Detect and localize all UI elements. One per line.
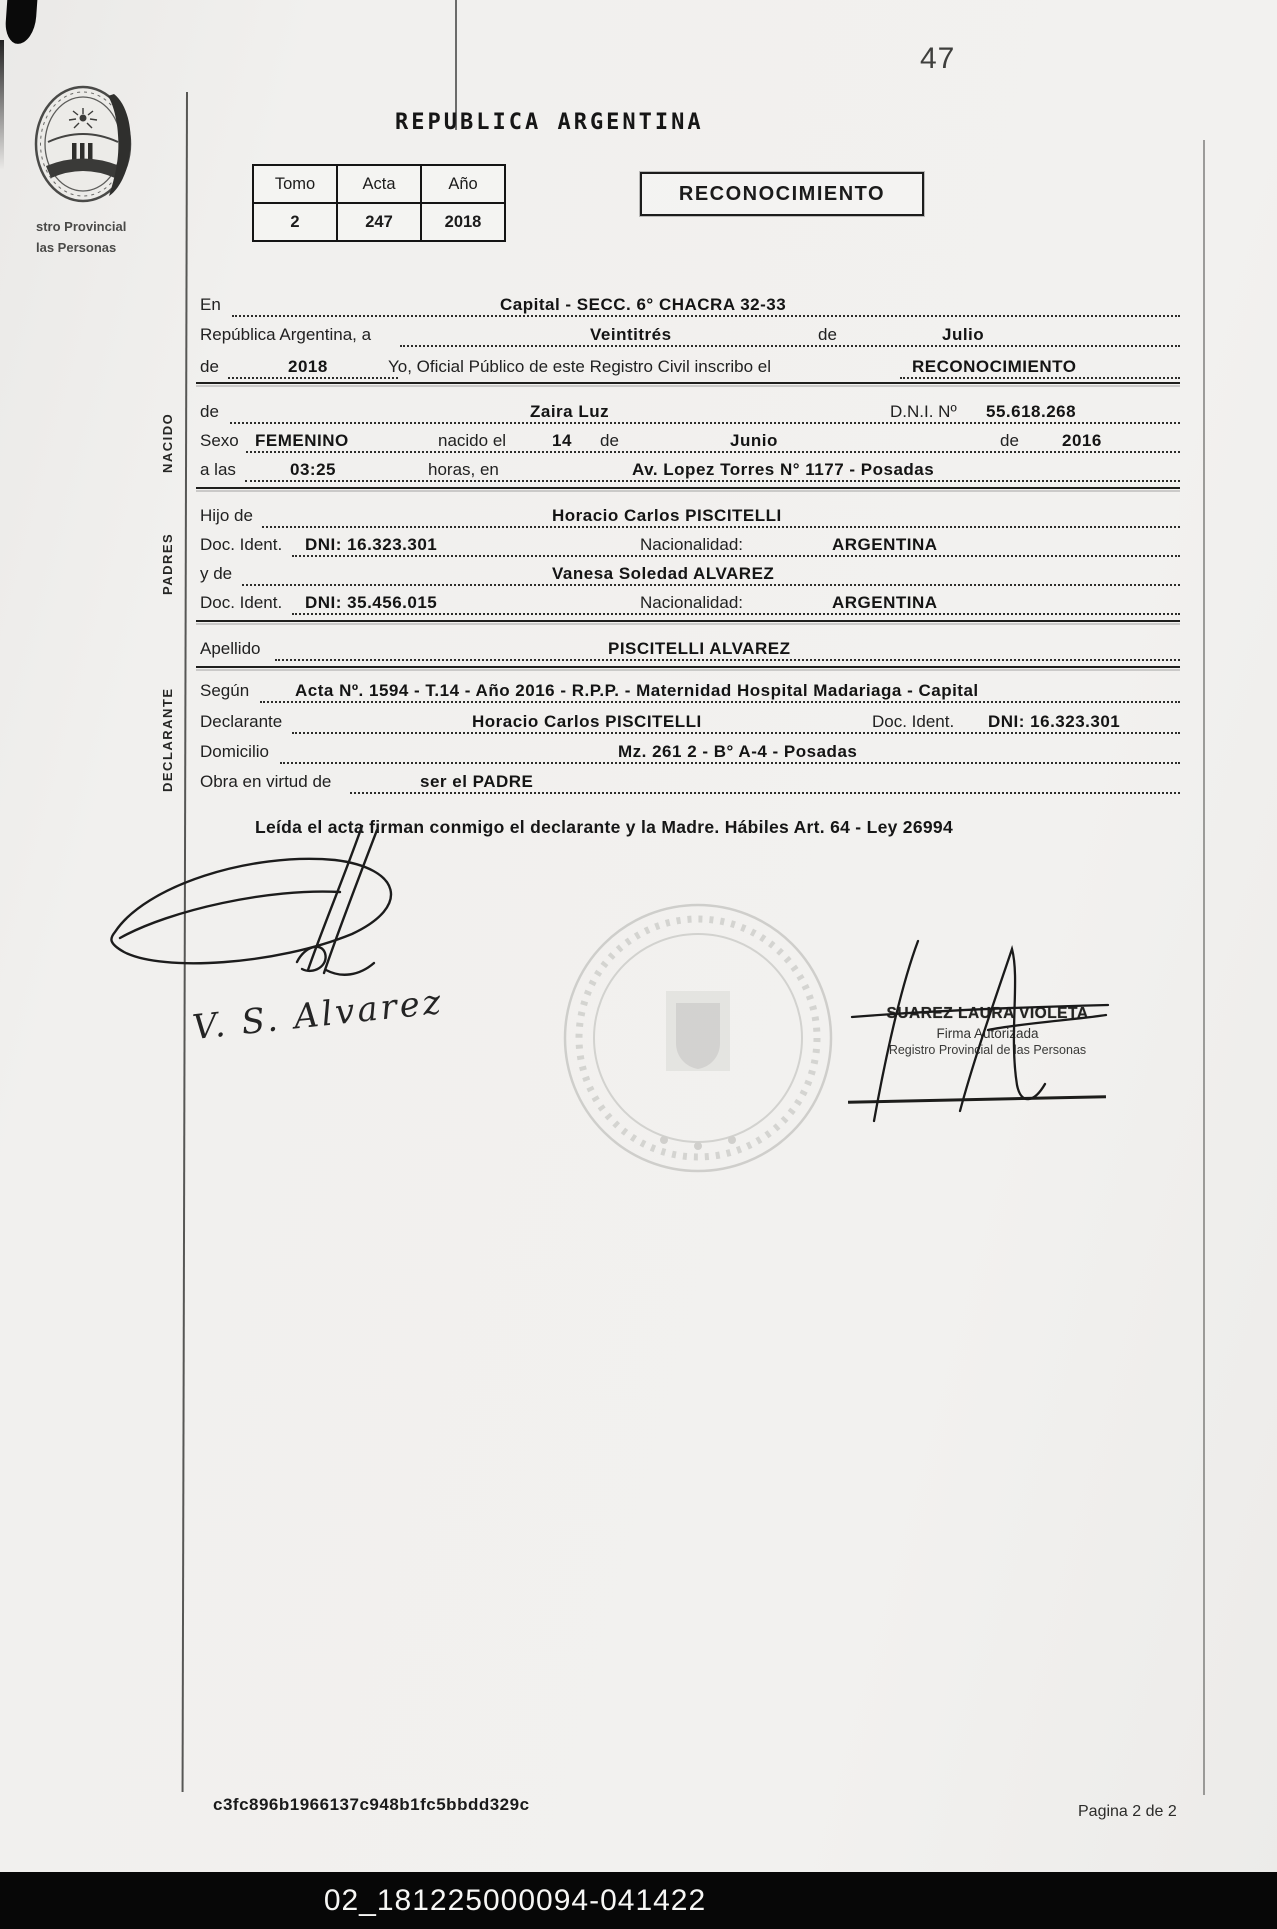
field-value-dni-padre: DNI: 16.323.301	[305, 535, 438, 554]
field-value-mes-nac: Junio	[730, 431, 778, 450]
field-label: Según	[200, 681, 250, 700]
form-row-lugar	[200, 291, 1182, 317]
form-row-fecha-dia	[200, 321, 1182, 347]
field-value-acta-origen: Acta Nº. 1594 - T.14 - Año 2016 - R.P.P. - Maternidad Hospital Madariaga - Capital	[295, 681, 979, 700]
section-label-padres: PADRES	[160, 532, 175, 596]
form-row-madre	[200, 560, 1182, 586]
field-label: Obra en virtud de	[200, 772, 332, 791]
field-label: horas, en	[428, 460, 499, 479]
official-role: Firma Autorizada	[936, 1026, 1039, 1041]
field-label: Declarante	[200, 712, 283, 731]
form-row-hora-lugar-nac	[200, 456, 1182, 482]
form-row-apellido	[200, 635, 1182, 661]
section-label-declarante: DECLARANTE	[160, 687, 175, 793]
field-label: Nacionalidad:	[640, 593, 744, 612]
form-row-nombre	[200, 398, 1182, 424]
form-row-obra-en-virtud	[200, 768, 1182, 794]
field-label: Domicilio	[200, 742, 269, 761]
letterhead-caption	[36, 216, 126, 258]
official-org: Registro Provincial de las Personas	[888, 1043, 1087, 1057]
field-label: Doc. Ident.	[872, 712, 955, 731]
form-row-doc-madre	[200, 589, 1182, 615]
right-margin-line	[1203, 140, 1205, 1795]
field-value-nacionalidad-padre: ARGENTINA	[832, 535, 938, 554]
field-label: Nacionalidad:	[640, 535, 744, 554]
field-label: Doc. Ident.	[200, 535, 283, 554]
field-value-dia: Veintitrés	[590, 325, 672, 344]
field-value-sexo: FEMENINO	[255, 431, 349, 450]
footer-page-number: Pagina 2 de 2	[1078, 1803, 1177, 1820]
field-value-lugar: Capital - SECC. 6° CHACRA 32-33	[500, 295, 787, 314]
bottom-bar-code: 02_181225000094-041422	[323, 1884, 707, 1917]
form-row-sexo-nacimiento	[200, 427, 1182, 453]
field-value-dia-nac: 14	[552, 431, 572, 450]
field-value-dni-nacido: 55.618.268	[986, 402, 1077, 421]
form-row-doc-padre	[200, 531, 1182, 557]
field-value-madre: Vanesa Soledad ALVAREZ	[552, 564, 775, 583]
round-stamp-icon	[548, 888, 848, 1188]
field-value-lugar-nac: Av. Lopez Torres N° 1177 - Posadas	[632, 460, 935, 479]
field-value-padre: Horacio Carlos PISCITELLI	[552, 506, 782, 525]
field-value-declarante: Horacio Carlos PISCITELLI	[472, 712, 702, 731]
acta-table-header: Año	[421, 165, 505, 203]
acta-table-header: Tomo	[253, 165, 337, 203]
field-value-nombre: Zaira Luz	[530, 402, 610, 421]
section-divider	[196, 487, 1180, 489]
field-label: de	[200, 402, 219, 421]
bottom-code-bar	[0, 1872, 1277, 1929]
field-label: Sexo	[200, 431, 239, 450]
form-row-domicilio	[200, 738, 1182, 764]
form-row-fecha-anio	[200, 353, 1182, 379]
field-label: D.N.I. Nº	[890, 402, 957, 421]
field-value-tipo-acto: RECONOCIMIENTO	[912, 357, 1077, 376]
acta-tomo-value: 2	[253, 203, 337, 241]
letterhead-line2: las Personas	[36, 240, 117, 255]
field-value-hora: 03:25	[290, 460, 336, 479]
acta-reference-table	[252, 164, 506, 242]
acta-number-value: 247	[337, 203, 421, 241]
document-title: REPUBLICA ARGENTINA	[395, 110, 704, 135]
field-label: Doc. Ident.	[200, 593, 283, 612]
acta-year-value: 2018	[421, 203, 505, 241]
section-divider	[196, 382, 1180, 384]
form-row-segun	[200, 677, 1182, 703]
corner-page-number: 47	[920, 42, 956, 75]
declarant-signature	[100, 810, 445, 985]
field-value-nacionalidad-madre: ARGENTINA	[832, 593, 938, 612]
acta-table-header: Acta	[337, 165, 421, 203]
field-value-anio-nac: 2016	[1062, 431, 1102, 450]
field-label: de	[200, 357, 219, 376]
form-row-declarante	[200, 708, 1182, 734]
section-label-nacido: NACIDO	[160, 412, 175, 474]
field-value-apellido: PISCITELLI ALVAREZ	[608, 639, 791, 658]
section-divider	[196, 666, 1180, 668]
doc-type-box: RECONOCIMIENTO	[640, 172, 924, 216]
footer-hash: c3fc896b1966137c948b1fc5bbdd329c	[213, 1795, 530, 1814]
field-value-caracter: ser el PADRE	[420, 772, 534, 791]
scan-artifact-edge	[0, 40, 4, 170]
field-label: de	[818, 325, 837, 344]
field-label: a las	[200, 460, 236, 479]
field-label: y de	[200, 564, 233, 583]
mother-signature: V. S. Alvarez	[190, 981, 446, 1049]
field-value-dni-madre: DNI: 35.456.015	[305, 593, 438, 612]
field-label: República Argentina, a	[200, 325, 372, 344]
field-label: Yo, Oficial Público de este Registro Civil inscribo el	[388, 357, 771, 376]
field-value-domicilio: Mz. 261 2 - B° A-4 - Posadas	[618, 742, 858, 761]
acta-table-value-row	[253, 203, 505, 241]
official-name: SUAREZ LAURA VIOLETA	[886, 1005, 1089, 1022]
field-label: Hijo de	[200, 506, 253, 525]
scan-artifact-corner	[4, 0, 37, 45]
closing-statement: Leída el acta firman conmigo el declarante y la Madre. Hábiles Art. 64 - Ley 26994	[255, 817, 953, 837]
provincial-seal-icon	[28, 80, 140, 216]
section-divider	[196, 620, 1180, 622]
field-value-mes: Julio	[942, 325, 985, 344]
field-label: de	[1000, 431, 1019, 450]
letterhead-line1: stro Provincial	[36, 219, 127, 234]
form-row-padre	[200, 502, 1182, 528]
field-label: nacido el	[438, 431, 507, 450]
field-value-anio: 2018	[288, 357, 328, 376]
field-label: En	[200, 295, 221, 314]
official-signature	[838, 933, 1133, 1128]
acta-table-header-row	[253, 165, 505, 203]
field-value-dni-declarante: DNI: 16.323.301	[988, 712, 1121, 731]
field-label: de	[600, 431, 619, 450]
field-label: Apellido	[200, 639, 261, 658]
